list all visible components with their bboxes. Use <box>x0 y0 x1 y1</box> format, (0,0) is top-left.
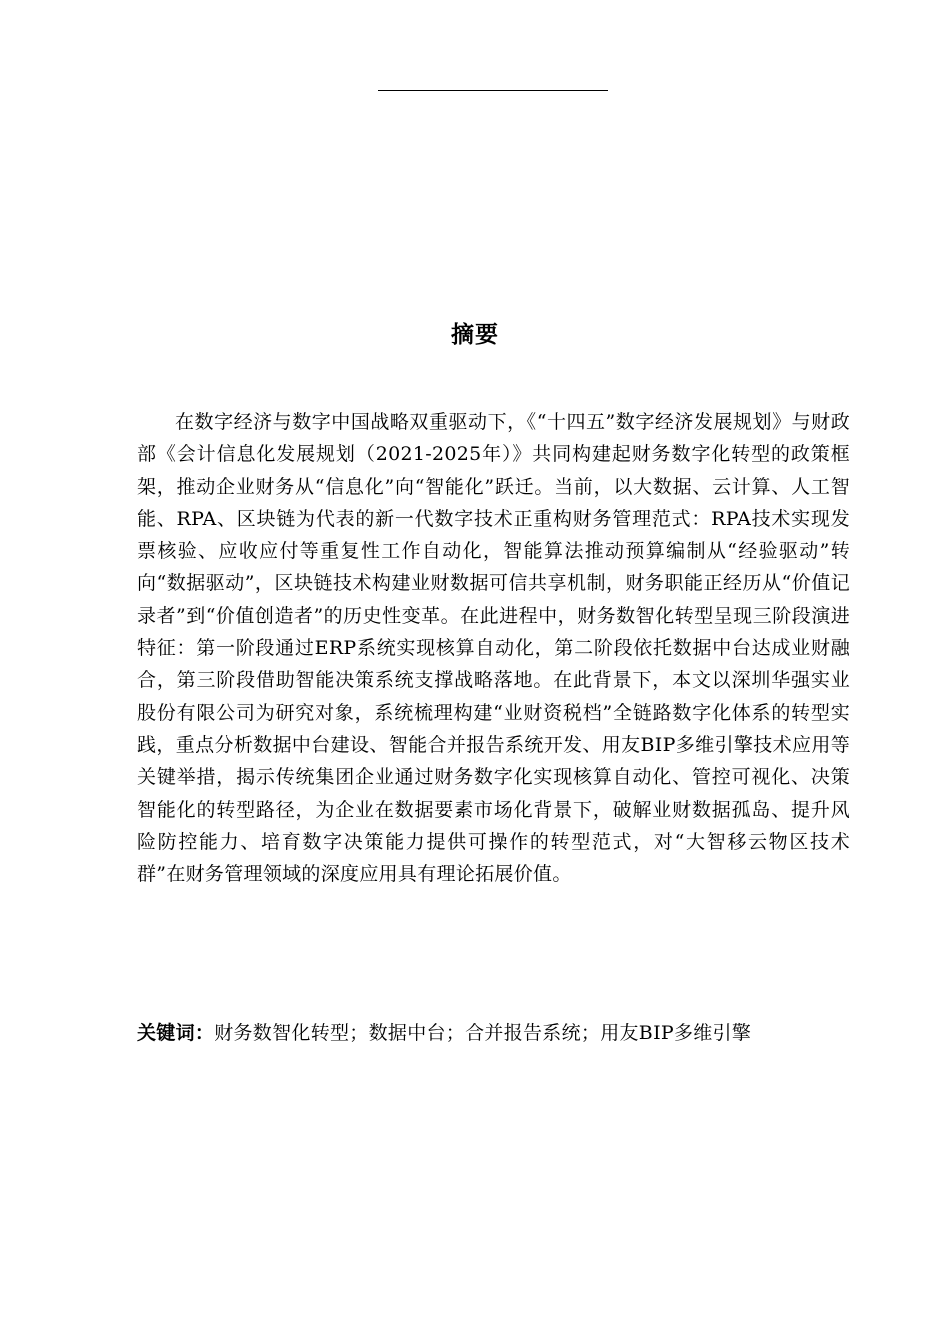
keywords-line <box>137 1017 850 1049</box>
abstract-body: 在数字经济与数字中国战略双重驱动下，《“十四五”数字经济发展规划》与财政部《会计信息化发展规划（2021-2025年）》共同构建起财务数字化转型的政策框架，推动企业财务从“信息化”向“智能化”跃迁。当前，以大数据、云计算、人工智能、RPA、区块链为代表的新一代数字技术正重构财务管理范式：RPA技术实现发票核验、应收应付等重复性工作自动化，智能算法推动预算编制从“经验驱动”转向“数据驱动”，区块链技术构建业财数据可信共享机制，财务职能正经历从“价值记录者”到“价值创造者”的历史性变革。在此进程中，财务数智化转型呈现三阶段演进特征：第一阶段通过ERP系统实现核算自动化，第二阶段依托数据中台达成业财融合，第三阶段借助智能决策系统支撑战略落地。在此背景下，本文以深圳华强实业股份有限公司为研究对象，系统梳理构建“业财资税档”全链路数字化体系的转型实践，重点分析数据中台建设、智能合并报告系统开发、用友BIP多维引擎技术应用等关键举措，揭示传统集团企业通过财务数字化实现核算自动化、管控可视化、决策智能化的转型路径，为企业在数据要素市场化背景下，破解业财数据孤岛、提升风险防控能力、培育数字决策能力提供可操作的转型范式，对“大智移云物区技术群”在财务管理领域的深度应用具有理论拓展价值。 <box>137 411 850 886</box>
keywords-label: 关键词： <box>137 1022 215 1044</box>
keywords-text: 财务数智化转型；数据中台；合并报告系统；用友BIP多维引擎 <box>214 1022 752 1044</box>
header-rule <box>378 90 608 91</box>
abstract-title: 摘要 <box>451 322 499 348</box>
